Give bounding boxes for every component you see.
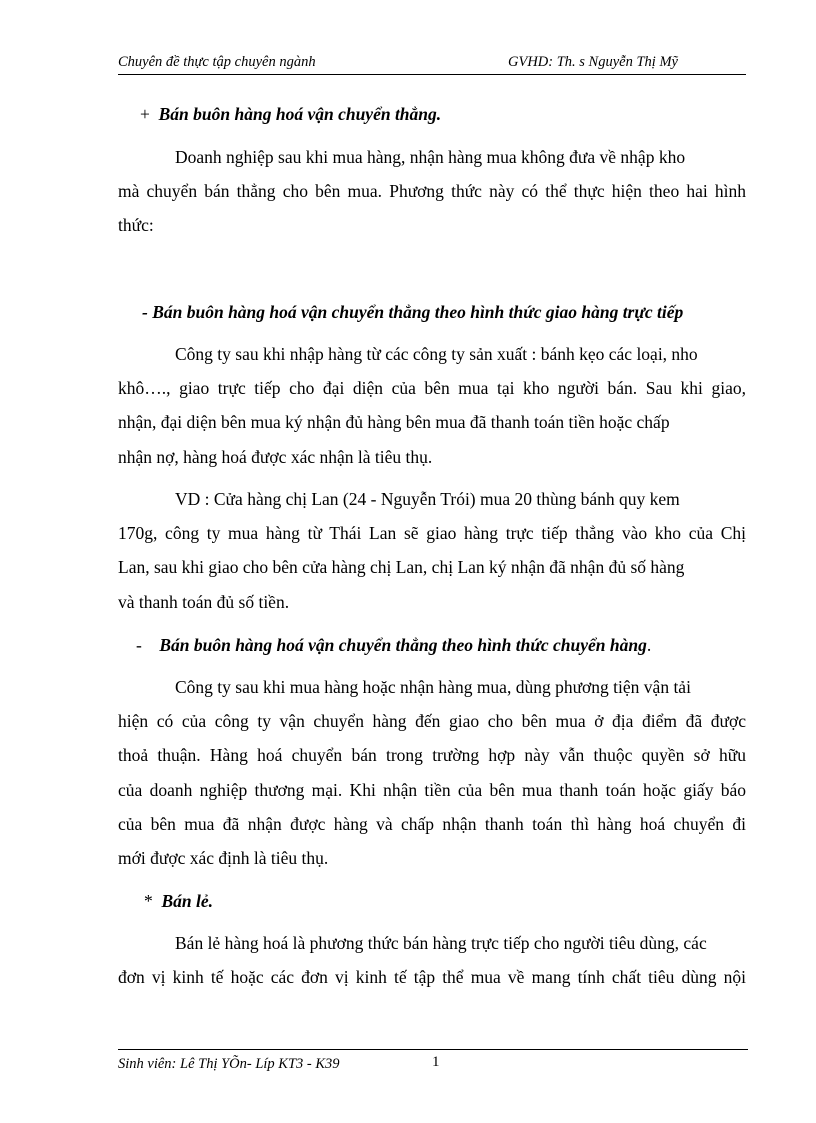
paragraph-line: của doanh nghiệp thương mại. Khi nhận tiền của bên mua thanh toán hoặc giấy báo bbox=[118, 780, 746, 800]
heading-direct-delivery: - Bán buôn hàng hoá vận chuyển thẳng theo hình thức giao hàng trực tiếp bbox=[142, 302, 684, 322]
heading-marker: * bbox=[144, 891, 153, 911]
heading-period: . bbox=[646, 635, 652, 655]
page-number: 1 bbox=[432, 1054, 440, 1070]
heading-text: Bán buôn hàng hoá vận chuyển thẳng. bbox=[158, 104, 442, 124]
paragraph-line: 170g, công ty mua hàng từ Thái Lan sẽ giao hàng trực tiếp thẳng vào kho của Chị bbox=[118, 523, 746, 543]
paragraph-line: Lan, sau khi giao cho bên cửa hàng chị Lan, chị Lan ký nhận đã nhận đủ số hàng bbox=[118, 557, 685, 577]
paragraph-line: đơn vị kinh tế hoặc các đơn vị kinh tế tập thể mua về mang tính chất tiêu dùng nội bbox=[118, 967, 746, 987]
paragraph-line: mới được xác định là tiêu thụ. bbox=[118, 848, 329, 868]
paragraph-line: của bên mua đã nhận được hàng và chấp nhận thanh toán thì hàng hoá chuyển đi bbox=[118, 814, 746, 834]
heading-text: Bán buôn hàng hoá vận chuyển thẳng theo hình thức chuyển hàng bbox=[159, 635, 647, 655]
page-header bbox=[118, 52, 746, 75]
footer-student: Sinh viên: Lê Thị YÕn- Líp KT3 - K39 bbox=[118, 1056, 340, 1072]
paragraph-line: khô…., giao trực tiếp cho đại diện của bên mua tại kho người bán. Sau khi giao, bbox=[118, 378, 746, 398]
heading-wholesale-direct bbox=[140, 104, 441, 125]
paragraph-line: nhận nợ, hàng hoá được xác nhận là tiêu thụ. bbox=[118, 447, 433, 467]
paragraph-line: Bán lẻ hàng hoá là phương thức bán hàng trực tiếp cho người tiêu dùng, các bbox=[175, 933, 707, 953]
paragraph-line: và thanh toán đủ số tiền. bbox=[118, 592, 290, 612]
header-supervisor: GVHD: Th. s Nguyễn Thị Mỹ bbox=[508, 54, 678, 70]
paragraph-line: Công ty sau khi nhập hàng từ các công ty sản xuất : bánh kẹo các loại, nho bbox=[175, 344, 698, 364]
paragraph-line: VD : Cửa hàng chị Lan (24 - Nguyễn Trói) mua 20 thùng bánh quy kem bbox=[175, 489, 680, 509]
page-footer bbox=[118, 1049, 748, 1080]
paragraph-line: nhận, đại diện bên mua ký nhận đủ hàng bên mua đã thanh toán tiền hoặc chấp bbox=[118, 412, 670, 432]
heading-text: Bán lẻ. bbox=[161, 891, 214, 911]
heading-transfer-delivery bbox=[136, 635, 651, 656]
heading-retail bbox=[144, 891, 213, 912]
header-course-title: Chuyên đề thực tập chuyên ngành bbox=[118, 54, 316, 70]
heading-marker: + bbox=[140, 104, 150, 124]
paragraph-line: Công ty sau khi mua hàng hoặc nhận hàng mua, dùng phương tiện vận tải bbox=[175, 677, 691, 697]
paragraph-line: Doanh nghiệp sau khi mua hàng, nhận hàng mua không đưa về nhập kho bbox=[175, 147, 686, 167]
paragraph-line: mà chuyển bán thẳng cho bên mua. Phương thức này có thể thực hiện theo hai hình bbox=[118, 181, 746, 201]
paragraph-line: hiện có của công ty vận chuyển hàng đến giao cho bên mua ở địa điểm đã được bbox=[118, 711, 746, 731]
heading-marker: - bbox=[136, 635, 142, 655]
paragraph-line: thoả thuận. Hàng hoá chuyển bán trong trường hợp này vẫn thuộc quyền sở hữu bbox=[118, 745, 746, 765]
paragraph-line: thức: bbox=[118, 215, 154, 235]
